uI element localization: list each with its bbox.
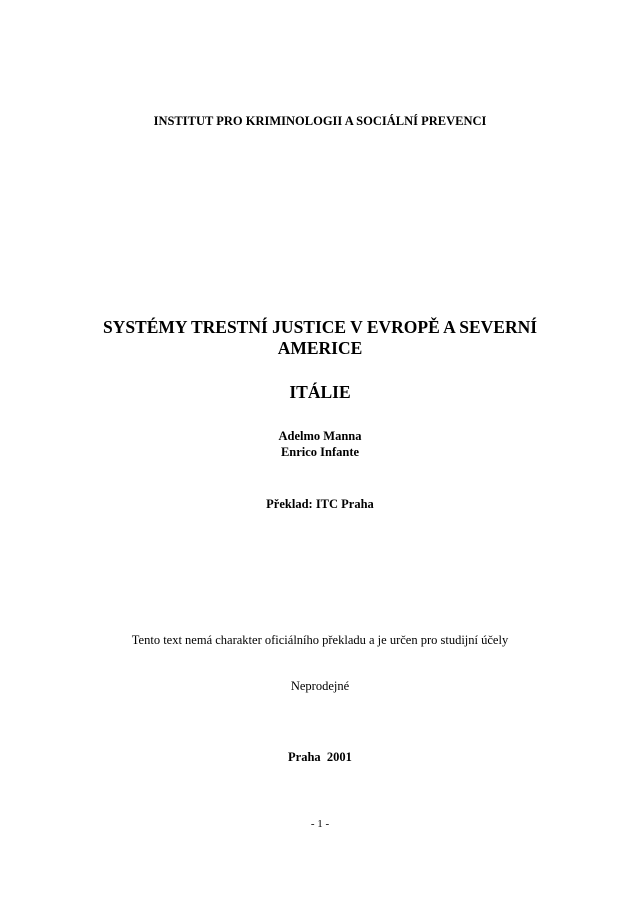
author-name: Adelmo Manna xyxy=(278,429,362,443)
document-title xyxy=(0,317,640,359)
title-line-2: AMERICE xyxy=(277,338,363,358)
page-number: - 1 - xyxy=(310,818,330,830)
not-for-sale-label: Neprodejné xyxy=(290,679,350,693)
disclaimer-notice: Tento text nemá charakter oficiálního překladu a je určen pro studijní účely xyxy=(131,633,509,647)
translation-credit: Překlad: ITC Praha xyxy=(266,497,374,511)
title-line-1: SYSTÉMY TRESTNÍ JUSTICE V EVROPĚ A SEVERNÍ xyxy=(102,317,538,337)
place-and-year: Praha 2001 xyxy=(288,750,352,764)
author-name: Enrico Infante xyxy=(280,445,360,459)
institute-name: INSTITUT PRO KRIMINOLOGII A SOCIÁLNÍ PREVENCI xyxy=(153,114,487,128)
country-heading: ITÁLIE xyxy=(289,382,351,402)
